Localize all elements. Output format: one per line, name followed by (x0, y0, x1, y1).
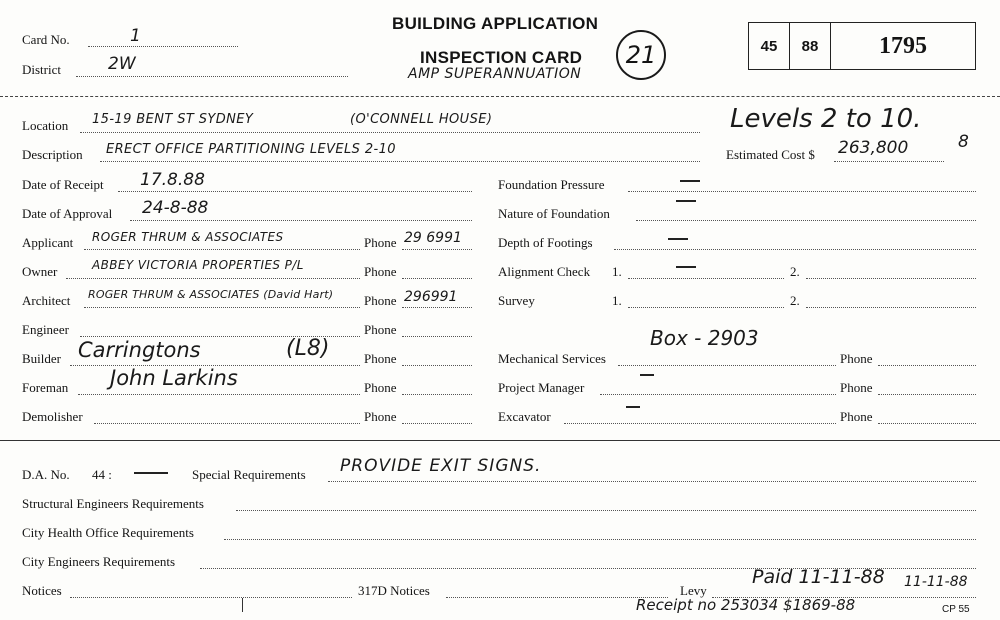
applicant-phone-label: Phone (364, 235, 397, 250)
ref-cell-1: 45 (749, 23, 790, 69)
structural-label: Structural Engineers Requirements (22, 496, 204, 511)
owner-line (66, 278, 360, 279)
project-manager-phone-line (878, 394, 976, 395)
excavator-dash (626, 406, 640, 408)
special-line (328, 481, 976, 482)
depth-footings-dash (668, 238, 688, 240)
health-line (224, 539, 976, 540)
alignment-one-label: 1. (612, 264, 622, 279)
foundation-pressure-label: Foundation Pressure (498, 177, 605, 192)
ref-cell-3: 1795 (879, 32, 927, 59)
location-label: Location (22, 118, 69, 133)
engineer-phone-label: Phone (364, 322, 397, 337)
scan-mark (242, 598, 243, 612)
applicant-label: Applicant (22, 235, 74, 250)
date-approval-label: Date of Approval (22, 206, 113, 221)
foreman-line (78, 394, 360, 395)
district-line (76, 76, 348, 77)
foundation-pressure-line (628, 191, 976, 192)
special-label: Special Requirements (192, 467, 306, 482)
owner-value: ABBEY VICTORIA PROPERTIES P/L (92, 258, 304, 272)
builder-extra: (L8) (286, 336, 330, 361)
excavator-label: Excavator (498, 409, 551, 424)
estimated-cost-line (834, 161, 944, 162)
survey-two-line (806, 307, 976, 308)
project-manager-label: Project Manager (498, 380, 585, 395)
builder-label: Builder (22, 351, 61, 366)
district-value: 2W (108, 54, 136, 74)
date-receipt-label: Date of Receipt (22, 177, 104, 192)
structural-line (236, 510, 976, 511)
city-engineers-label: City Engineers Requirements (22, 554, 176, 569)
nature-foundation-dash (676, 200, 696, 202)
engineer-phone-line (402, 336, 472, 337)
alignment-check-label: Alignment Check (498, 264, 591, 279)
project-manager-line (600, 394, 836, 395)
foreman-phone-line (402, 394, 472, 395)
alignment-two-line (806, 278, 976, 279)
applicant-line (84, 249, 360, 250)
location-value: 15-19 BENT ST SYDNEY (92, 112, 254, 127)
builder-phone-line (402, 365, 472, 366)
architect-line (84, 307, 360, 308)
project-manager-dash (640, 374, 654, 376)
health-label: City Health Office Requirements (22, 525, 194, 540)
location-extra: (O'CONNELL HOUSE) (350, 112, 493, 127)
mechanical-line (618, 365, 836, 366)
location-line (80, 132, 700, 133)
description-line (100, 161, 700, 162)
depth-footings-line (614, 249, 976, 250)
ref-cell-2: 88 (790, 23, 831, 69)
header-divider (0, 96, 1000, 97)
card-no-line (88, 46, 238, 47)
demolisher-label: Demolisher (22, 409, 83, 424)
notices-317-line (446, 597, 668, 598)
date-receipt-line (118, 191, 472, 192)
estimated-cost-value: 263,800 (838, 138, 909, 158)
excavator-phone-label: Phone (840, 409, 873, 424)
foundation-pressure-dash (680, 180, 700, 182)
foreman-label: Foreman (22, 380, 69, 395)
nature-foundation-label: Nature of Foundation (498, 206, 610, 221)
description-value: ERECT OFFICE PARTITIONING LEVELS 2-10 (106, 142, 396, 157)
section-divider (0, 440, 1000, 441)
levy-paid: Paid 11-11-88 (752, 566, 885, 588)
builder-value: Carringtons (78, 338, 201, 362)
architect-phone-line (402, 307, 472, 308)
project-manager-phone-label: Phone (840, 380, 873, 395)
description-label: Description (22, 147, 83, 162)
mechanical-label: Mechanical Services (498, 351, 606, 366)
estimated-cost-label: Estimated Cost $ (726, 147, 815, 162)
demolisher-phone-label: Phone (364, 409, 397, 424)
depth-footings-label: Depth of Footings (498, 235, 593, 250)
excavator-phone-line (878, 423, 976, 424)
notices-317-label: 317D Notices (358, 583, 430, 598)
mechanical-phone-label: Phone (840, 351, 873, 366)
applicant-phone-line (402, 249, 472, 250)
nature-foundation-line (636, 220, 976, 221)
engineer-label: Engineer (22, 322, 69, 337)
owner-phone-line (402, 278, 472, 279)
owner-label: Owner (22, 264, 58, 279)
card-title-line2: INSPECTION CARD (420, 48, 583, 67)
architect-phone-label: Phone (364, 293, 397, 308)
circled-number: 21 (616, 30, 666, 80)
notices-label: Notices (22, 583, 62, 598)
alignment-dash (676, 266, 696, 268)
levy-date: 11-11-88 (904, 574, 968, 590)
special-value: PROVIDE EXIT SIGNS. (340, 456, 542, 476)
card-no-label: Card No. (22, 32, 70, 47)
da-dash (134, 472, 168, 474)
mechanical-phone-line (878, 365, 976, 366)
architect-phone: 296991 (404, 289, 458, 305)
receipt-note: Receipt no 253034 $1869-88 (636, 596, 856, 614)
form-code: CP 55 (942, 604, 970, 615)
date-receipt-value: 17.8.88 (140, 170, 205, 190)
architect-label: Architect (22, 293, 71, 308)
architect-value: ROGER THRUM & ASSOCIATES (David Hart) (88, 288, 334, 301)
excavator-line (564, 423, 836, 424)
builder-phone-label: Phone (364, 351, 397, 366)
alignment-two-label: 2. (790, 264, 800, 279)
da-label: D.A. No. (22, 467, 70, 482)
notices-line (70, 597, 352, 598)
survey-one-label: 1. (612, 293, 622, 308)
owner-phone-label: Phone (364, 264, 397, 279)
card-title-line1: BUILDING APPLICATION (392, 14, 599, 33)
demolisher-phone-line (402, 423, 472, 424)
survey-two-label: 2. (790, 293, 800, 308)
date-approval-line (130, 220, 472, 221)
handwritten-subtitle: AMP SUPERANNUATION (408, 66, 582, 82)
applicant-phone: 29 6991 (404, 230, 462, 246)
district-label: District (22, 62, 61, 77)
levy-label: Levy (680, 583, 707, 598)
survey-one-line (628, 307, 784, 308)
levels-note: Levels 2 to 10. (730, 104, 922, 134)
estimated-cost-mark: 8 (958, 132, 969, 152)
box-note: Box - 2903 (650, 326, 759, 350)
applicant-value: ROGER THRUM & ASSOCIATES (92, 230, 284, 244)
foreman-value: John Larkins (110, 366, 238, 390)
date-approval-value: 24-8-88 (142, 198, 209, 218)
reference-box (748, 22, 976, 70)
foreman-phone-label: Phone (364, 380, 397, 395)
demolisher-line (94, 423, 360, 424)
survey-label: Survey (498, 293, 535, 308)
da-value: 44 : (92, 467, 112, 482)
alignment-one-line (628, 278, 784, 279)
card-no-value: 1 (130, 26, 141, 46)
